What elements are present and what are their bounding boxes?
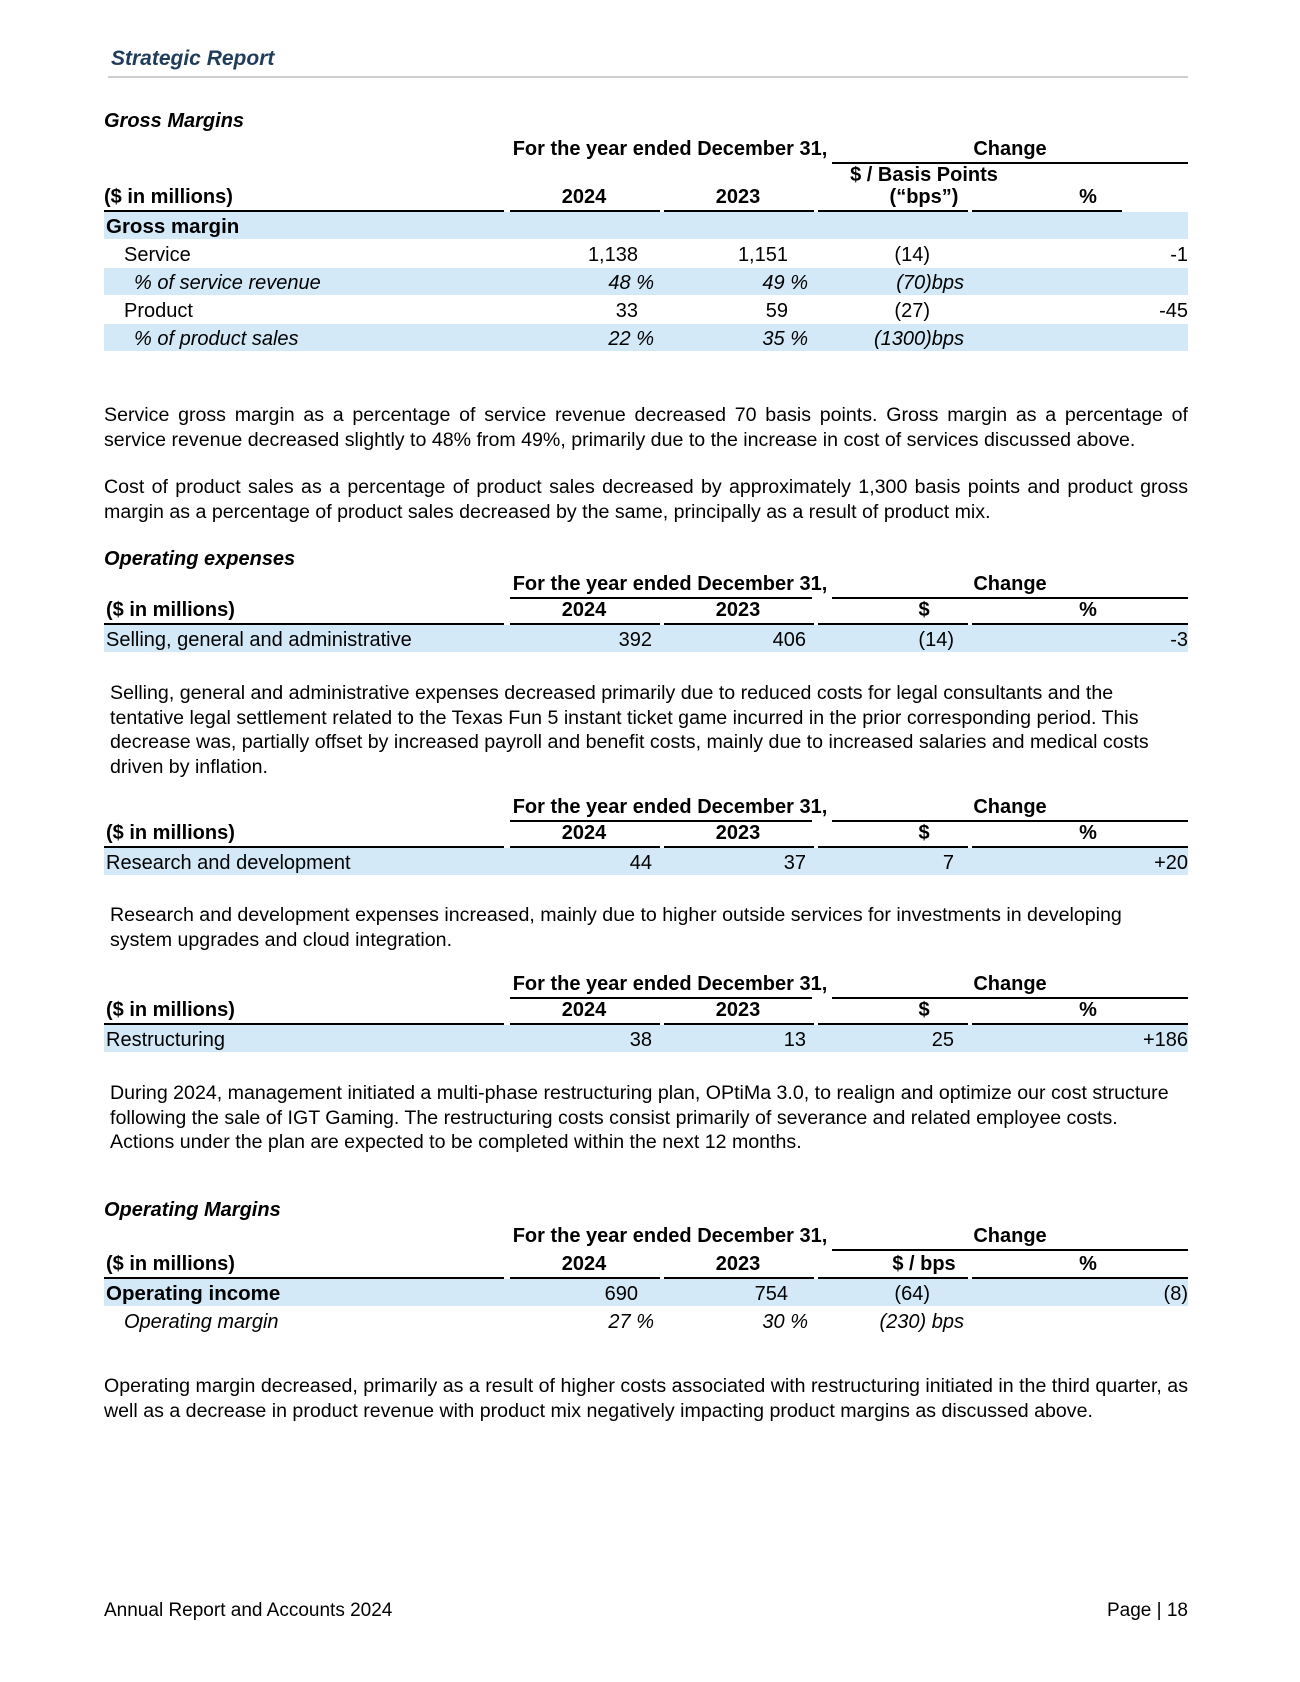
period-header: For the year ended December 31, [512,973,828,995]
sga-paragraph: Selling, general and administrative expenses decreased primarily due to reduced costs for legal consultants and the tentative legal settlement related to the Texas Fun 5 instant ticket game incurred in the prior corresponding period. This decrease was, partially offset by increased payroll and benefit costs, mainly due to increased salaries and medical costs driven by inflation. [110,682,1149,778]
value-change: (230) bps [879,1311,964,1333]
group-label: Gross margin [106,215,240,238]
table-row [104,1307,1188,1334]
units-label: ($ in millions) [106,999,235,1021]
value-2023: 754 [754,1283,788,1305]
table-row [104,240,1188,267]
value-2024: 44 [629,852,652,874]
value-pct: +186 [1142,1029,1188,1051]
period-header: For the year ended December 31, [512,796,828,818]
change-header: Change [973,573,1047,595]
table-row [104,848,1188,875]
operating-margin-paragraph: Operating margin decreased, primarily as a result of higher costs associated with restructuring initiated in the third quarter, as well as a decrease in product revenue with product mix negatively impacting product margins as discussed above. [104,1375,1188,1422]
col-pct: % [1079,999,1097,1021]
col-dollar: $ [918,822,930,844]
value-2023: 406 [772,629,806,651]
col-dollar: $ [918,999,930,1021]
col-2023: 2023 [715,599,761,621]
col-pct: % [1079,599,1097,621]
change-header: Change [973,796,1047,818]
value-2023: 59 [765,300,788,322]
restructuring-paragraph: During 2024, management initiated a multi-phase restructuring plan, OPtiMa 3.0, to realign and optimize our cost structure following the sale of IGT Gaming. The restructuring costs consist primarily of severance and related employee costs. Actions under the plan are expected to be completed within the next 12 months. [110,1082,1169,1153]
row-label: Product [124,300,193,322]
row-label: Research and development [106,852,351,874]
page-number: Page | 18 [1106,1600,1188,1621]
value-2023: 30 % [762,1311,808,1333]
units-label: ($ in millions) [106,599,235,621]
footer-report-title: Annual Report and Accounts 2024 [104,1600,393,1621]
bps-header-line2: (“bps”) [889,186,959,208]
value-change: (14) [894,244,930,266]
value-2024: 1,138 [587,244,638,266]
col-2023: 2023 [715,999,761,1021]
col-2023: 2023 [715,186,761,208]
operating-margins-title: Operating Margins [104,1199,281,1221]
gross-margins-title: Gross Margins [104,110,245,132]
gross-margin-paragraph-1: Service gross margin as a percentage of service revenue decreased 70 basis points. Gross margin as a percentage of service revenue decreased slightly to 48% from 49%, primarily due to the increase in cost of services discussed above. [104,404,1188,451]
table-row [104,625,1188,652]
units-label: ($ in millions) [106,1253,235,1275]
row-label: Service [124,244,191,266]
value-2024: 392 [618,629,652,651]
period-header: For the year ended December 31, [512,138,828,160]
table-row [104,296,1188,323]
value-2023: 13 [783,1029,806,1051]
row-label: % of product sales [134,328,299,350]
value-2024: 690 [604,1283,638,1305]
operating-expenses-title: Operating expenses [104,548,296,570]
value-2023: 49 % [762,272,808,294]
value-2024: 33 [615,300,638,322]
value-2023: 37 [783,852,806,874]
col-2024: 2024 [561,599,607,621]
value-change: (70)bps [896,272,964,294]
gross-margin-paragraph-2: Cost of product sales as a percentage of product sales decreased by approximately 1,300 basis points and product gross margin as a percentage of product sales decreased by the same, principally as a result of product mix. [104,476,1188,523]
col-pct: % [1079,822,1097,844]
units-label: ($ in millions) [104,186,233,208]
report-section-header: Strategic Report [111,47,275,70]
value-2024: 27 % [608,1311,654,1333]
col-pct: % [1079,1253,1097,1275]
value-change: (64) [894,1283,930,1305]
col-2024: 2024 [561,186,607,208]
value-2024: 38 [629,1029,652,1051]
header-divider [108,76,1188,78]
row-label: Operating income [106,1282,281,1305]
value-pct: (8) [1163,1283,1188,1305]
bps-header-line1: $ / Basis Points [850,164,998,186]
change-header: Change [973,1225,1047,1247]
col-2024: 2024 [561,1253,607,1275]
row-label: Operating margin [124,1311,279,1333]
col-pct: % [1079,186,1097,208]
value-2024: 22 % [608,328,654,350]
table-row [104,324,1188,351]
table-group-row [104,212,1188,239]
period-header: For the year ended December 31, [512,573,828,595]
col-dollar: $ [918,599,930,621]
row-label: % of service revenue [134,272,321,294]
col-2023: 2023 [715,822,761,844]
value-2023: 35 % [762,328,808,350]
period-header: For the year ended December 31, [512,1225,828,1247]
col-2024: 2024 [561,822,607,844]
rd-paragraph: Research and development expenses increased, mainly due to higher outside services for investments in developing system upgrades and cloud integration. [110,904,1122,951]
value-pct: -3 [1170,629,1188,651]
value-pct: +20 [1154,852,1188,874]
table-row [104,1279,1188,1306]
table-row [104,1025,1188,1052]
value-change: (27) [894,300,930,322]
table-row [104,268,1188,295]
col-2024: 2024 [561,999,607,1021]
value-pct: -1 [1170,244,1188,266]
value-change: 7 [942,852,954,874]
change-header: Change [973,138,1047,160]
col-change: $ / bps [892,1253,956,1275]
value-change: 25 [931,1029,954,1051]
value-pct: -45 [1159,300,1188,322]
value-2024: 48 % [608,272,654,294]
units-label: ($ in millions) [106,822,235,844]
col-2023: 2023 [715,1253,761,1275]
value-change: (1300)bps [873,328,964,350]
row-label: Selling, general and administrative [106,629,412,651]
change-header: Change [973,973,1047,995]
value-2023: 1,151 [737,244,788,266]
value-change: (14) [918,629,954,651]
row-label: Restructuring [106,1029,225,1051]
